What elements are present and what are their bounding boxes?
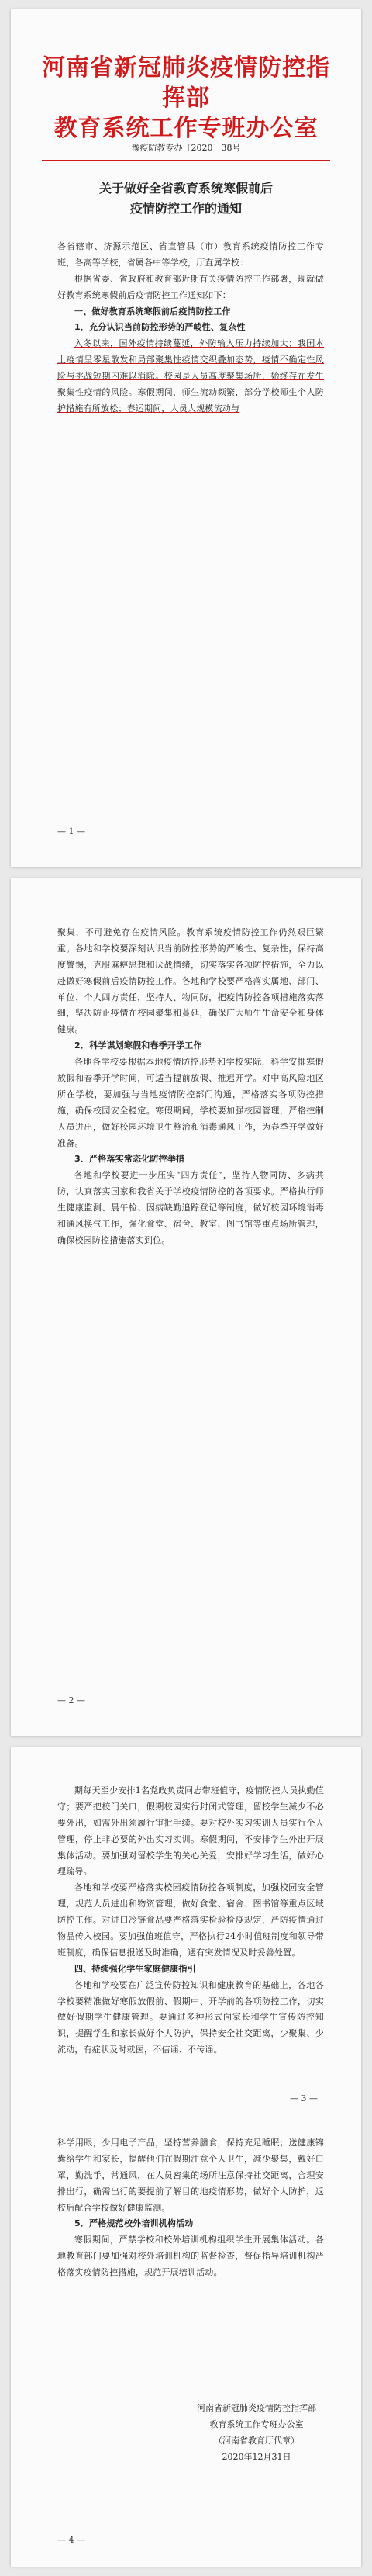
subsection-heading-5: 5．严格规范校外培训机构活动: [74, 2218, 194, 2229]
document-title: [11, 178, 361, 218]
body-paragraph: 科学用眼，少用电子产品，坚持营养膳食，保持充足睡眠；送健康锦囊给学生和家长，提醒他们在假期注意个人卫生，减少聚集，戴好口罩，勤洗手，常通风，在人员密集的场所注意保持社交距离，合理安排出行，确需出行的要提前了解目的地疫情形势，做好个人防护，返校后配合学校做好健康监测。: [57, 2138, 324, 2213]
body-paragraph: 各地和学校要进一步压实“四方责任”，坚持人物同防、多病共防，认真落实国家和我省关于学校疫情防控的各项要求。严格执行师生健康监测、晨午检、因病缺勤追踪登记等制度，做好校园环境消毒和通风换气工作，强化食堂、宿舍、教室、图书馆等重点场所管理，确保校园防控措施落实到位。: [57, 1170, 324, 1245]
signature-line-2: 教育系统工作专班办公室: [209, 2418, 304, 2429]
red-divider: [42, 160, 330, 161]
document-page-2: [11, 878, 361, 1736]
issuer-header: [33, 53, 339, 144]
salutation: 各省辖市、济源示范区、省直管县（市）教育系统疫情防控工作专班，各高等学校，省属各中等学校，厅直属学校：: [57, 241, 324, 268]
section-heading-4: 四、持续强化学生家庭健康指引: [74, 1963, 196, 1974]
page-number: — 1 —: [57, 826, 85, 836]
subsection-heading-2: 2．科学谋划寒假和春季开学工作: [74, 1040, 202, 1051]
issuer-line-2: 教育系统工作专班办公室: [53, 115, 319, 142]
body-paragraph: 入冬以来，国外疫情持续蔓延，外防输入压力持续加大；我国本土疫情呈零星散发和局部聚集性疫情交织叠加态势，疫情不确定性风险与挑战短期内难以消除。校园是人员高度聚集场所，始终存在发生聚集性疫情的风险。寒假期间，师生流动频繁，部分学校师生个人防护措施有所放松；春运期间，人员大规模流动与: [57, 338, 324, 414]
page-2-body: [57, 925, 324, 1249]
subsection-heading-1: 1．充分认识当前防控形势的严峻性、复杂性: [74, 322, 246, 333]
section-heading-1: 一、做好教育系统寒假前后疫情防控工作: [74, 306, 231, 317]
page-number: — 2 —: [57, 1695, 85, 1705]
body-paragraph: 各地和学校要严格落实校园疫情防控各项制度，加强校园安全管理，规范人员进出和物资管理，做好食堂、宿舍、图书馆等重点区域防控工作。对进口冷链食品要严格落实检验检疫规定，严防疫情通过物品传入校园。要加强值班值守，严格执行24小时值班制度和领导带班制度，确保信息报送及时准确，遇有突发情况及时妥善处置。: [57, 1882, 324, 1958]
body-paragraph: 各地和学校要在广泛宣传防控知识和健康教育的基础上，各地各学校要精准做好寒假放假前、假期中、开学前的各项防控工作，切实做好假期学生健康管理。要通过多种形式向家长和学生宣传防控知识，提醒学生和家长做好个人防护，保持安全社交距离，少聚集、少流动，有症状及时就医，不信谣、不传谣。: [57, 1979, 324, 2055]
page-4-body: [57, 2135, 324, 2281]
signature-line-1: 河南省新冠肺炎疫情防控指挥部: [197, 2403, 316, 2413]
subsection-heading-3: 3．严格落实常态化防控举措: [74, 1154, 185, 1165]
page-number: — 3 —: [290, 2093, 318, 2103]
page-3-body: [57, 1783, 324, 2058]
body-paragraph: 寒假期间，严禁学校和校外培训机构组织学生开展集体活动。各地教育部门要加强对校外培训机构的监督检查，督促指导培训机构严格落实疫情防控措施，规范开展培训活动。: [57, 2235, 324, 2278]
body-paragraph: 期每天至少安排1名党政负责同志带班值守，疫情防控人员执勤值守；要严把校门关口，假期校园实行封闭式管理，留校学生减少不必要外出，如需外出须履行审批手续。要对校外实习实训人员实行个人管理，停止非必要的外出实习实训。寒假期间，不安排学生外出开展集体活动。要加强对留校学生的关心关爱，安排好学习生活，做好心理疏导。: [57, 1785, 324, 1877]
document-page-3: [11, 1747, 361, 2567]
signature-line-3: （河南省教育厅代章）: [214, 2435, 299, 2446]
body-paragraph: 聚集，不可避免存在疫情风险。教育系统疫情防控工作仍然艰巨繁重。各地和学校要深刻认识当前防控形势的严峻性、复杂性，保持高度警惕，克服麻痹思想和厌战情绪，切实落实各项防控措施，全力以赴做好寒假前后疫情防控工作。各地和学校要严格落实属地、部门、单位、个人四方责任，坚持人、物同防，把疫情防控各项措施落实落细，坚决防止疫情在校园聚集和蔓延，确保广大师生生命安全和身体健康。: [57, 927, 324, 1035]
document-number: 豫疫防教专办〔2020〕38号: [131, 143, 241, 153]
page-1-body: [57, 239, 324, 417]
page-number: — 4 —: [57, 2535, 85, 2545]
signature-block: [197, 2401, 316, 2466]
issuer-line-1: 河南省新冠肺炎疫情防控指挥部: [42, 54, 330, 112]
signature-date: 2020年12月31日: [222, 2451, 291, 2462]
title-line-1: 关于做好全省教育系统寒假前后: [98, 181, 273, 196]
document-page-1: [11, 9, 361, 867]
body-paragraph: 各地各学校要根据本地疫情防控形势和学校实际，科学安排寒假放假和春季开学时间，可适当提前放假、推迟开学。对中高风险地区所在学校，要加强与当地疫情防控部门沟通，严格落实各项防控措施，确保校园安全稳定。寒假期间，学校要加强校园管理，严格控制人员进出，做好校园环境卫生整治和消毒通风工作，为春季开学做好准备。: [57, 1057, 324, 1148]
title-line-2: 疫情防控工作的通知: [129, 200, 242, 216]
intro-paragraph: 根据省委、省政府和教育部近期有关疫情防控工作部署，现就做好教育系统寒假前后疫情防控工作通知如下：: [57, 273, 324, 300]
